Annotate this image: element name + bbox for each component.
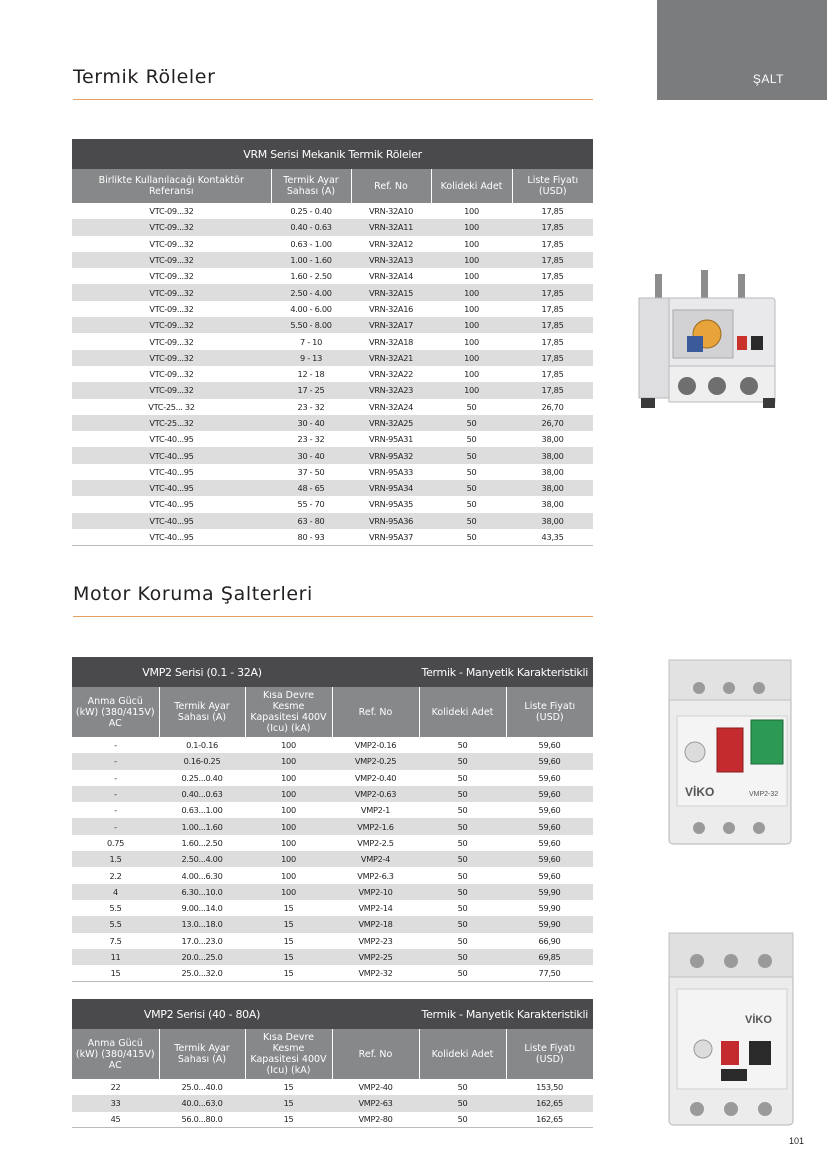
table-cell: 15 — [283, 935, 294, 946]
table-row — [72, 1095, 593, 1111]
table-cell: 2.2 — [109, 870, 122, 881]
table-cell: 50 — [457, 1082, 468, 1093]
table-cell: 15 — [72, 965, 159, 981]
column-header: Ref. No — [351, 169, 431, 203]
table-cell: 15 — [245, 965, 332, 981]
table-cell: 50 — [431, 415, 512, 431]
table-cell: 50 — [466, 401, 477, 412]
column-header: Anma Gücü (kW) (380/415V) AC — [72, 687, 159, 737]
table-cell: 25.0...32.0 — [159, 965, 245, 981]
table-cell: - — [72, 786, 159, 802]
table-row — [72, 737, 593, 753]
table-row — [72, 268, 593, 284]
table-row — [72, 949, 593, 965]
table-cell: 162,65 — [506, 1112, 593, 1128]
table-cell: VRN-95A36 — [351, 513, 431, 529]
table-cell: VRN-32A17 — [351, 317, 431, 333]
table-cell: 100 — [431, 317, 512, 333]
table-cell: 100 — [431, 252, 512, 268]
table-cell: 15 — [245, 949, 332, 965]
table-cell: VMP2-32 — [332, 965, 419, 981]
column-header: Liste Fiyatı (USD) — [506, 687, 593, 737]
table-row — [72, 513, 593, 529]
table-cell: 50 — [466, 466, 477, 477]
table-cell: 5.5 — [72, 916, 159, 932]
table-cell: 17,85 — [541, 336, 564, 347]
section-tab — [657, 0, 827, 100]
table-cell: 59,60 — [538, 772, 561, 783]
table-cell: 2.50 - 4.00 — [271, 284, 351, 300]
table-cell: VMP2-6.3 — [357, 870, 394, 881]
table-cell: 50 — [457, 870, 468, 881]
table-row — [72, 1112, 593, 1128]
table-cell: 50 — [419, 884, 506, 900]
table-cell: VMP2-14 — [358, 903, 393, 914]
table-cell: 80 - 93 — [271, 529, 351, 545]
table-cell: 1.5 — [72, 851, 159, 867]
table-cell: - — [72, 818, 159, 834]
table-row — [72, 447, 593, 463]
table-cell: 100 — [281, 870, 296, 881]
table-cell: 0.63...1.00 — [181, 805, 223, 816]
table-row — [72, 753, 593, 769]
table-cell: 0.25...0.40 — [181, 772, 223, 783]
table-cell: VTC-09...32 — [149, 271, 194, 282]
table-cell: 30 - 40 — [271, 447, 351, 463]
table-row — [72, 916, 593, 932]
table-cell: 15 — [283, 1082, 294, 1093]
table-cell: 50 — [419, 786, 506, 802]
table-cell: 23 - 32 — [297, 401, 325, 412]
table-cell: VRN-95A37 — [351, 529, 431, 545]
table-cell: 50 — [431, 513, 512, 529]
table-cell: 50 — [431, 480, 512, 496]
table-cell: 17,85 — [512, 219, 593, 235]
table-row — [72, 965, 593, 981]
table-cell: 100 — [245, 818, 332, 834]
table-cell: VTC-09...32 — [72, 252, 271, 268]
section-divider — [73, 616, 593, 617]
table-cell: 153,50 — [536, 1082, 563, 1093]
table-cell: 100 — [281, 837, 296, 848]
table-cell: VTC-40...95 — [149, 499, 194, 510]
table-cell: VTC-09...32 — [149, 238, 194, 249]
table-cell: VMP2-25 — [332, 949, 419, 965]
table-cell: VTC-09...32 — [149, 336, 194, 347]
section-divider — [73, 99, 593, 100]
table-row — [72, 399, 593, 415]
column-header: Termik Ayar Sahası (A) — [159, 1029, 245, 1079]
vmp2-80-image — [667, 931, 797, 1127]
table-row — [72, 236, 593, 252]
brand-logo: VİKO — [685, 785, 715, 799]
table-cell: 50 — [419, 949, 506, 965]
table-cell: 0.40 - 0.63 — [271, 219, 351, 235]
column-header: Liste Fiyatı (USD) — [506, 1029, 593, 1079]
table-cell: 38,00 — [512, 480, 593, 496]
table-cell: 17.0...23.0 — [181, 935, 223, 946]
thermal-relay-table — [72, 139, 593, 546]
table-cell: VRN-32A23 — [351, 382, 431, 398]
table-cell: 59,60 — [538, 837, 561, 848]
table-row — [72, 496, 593, 512]
table-cell: 15 — [245, 1095, 332, 1111]
motor-protection-table-2 — [72, 999, 593, 1128]
table-row — [72, 301, 593, 317]
table-cell: VMP2-40 — [358, 1082, 393, 1093]
table-cell: 66,90 — [538, 935, 561, 946]
motor-protection-table-1 — [72, 657, 593, 982]
table-cell: 100 — [464, 206, 479, 217]
table-cell: VMP2-0.63 — [332, 786, 419, 802]
table-cell: 1.00...1.60 — [159, 818, 245, 834]
table-cell: 17,85 — [512, 382, 593, 398]
table-cell: 6.30...10.0 — [159, 884, 245, 900]
table-cell: VTC-09...32 — [149, 303, 194, 314]
table-cell: 0.75 — [106, 837, 125, 848]
table-cell: 15 — [283, 903, 294, 914]
column-header: Kısa Devre Kesme Kapasitesi 400V (Icu) (kA) — [245, 687, 332, 737]
column-header: Anma Gücü (kW) (380/415V) AC — [72, 1029, 159, 1079]
table-cell: 17,85 — [512, 284, 593, 300]
table-cell: VRN-32A15 — [351, 284, 431, 300]
table-cell: VRN-95A32 — [351, 447, 431, 463]
table-cell: 0.1-0.16 — [186, 740, 218, 751]
table-cell: VMP2-0.16 — [354, 740, 397, 751]
table-cell: VTC-09...32 — [72, 219, 271, 235]
table-row — [72, 884, 593, 900]
table-cell: VRN-32A11 — [351, 219, 431, 235]
table-cell: 63 - 80 — [271, 513, 351, 529]
column-header: Kolideki Adet — [419, 687, 506, 737]
column-header: Termik Ayar Sahası (A) — [159, 687, 245, 737]
table-cell: 162,65 — [506, 1095, 593, 1111]
table-row — [72, 851, 593, 867]
table-cell: VRN-32A21 — [351, 350, 431, 366]
table-cell: 77,50 — [506, 965, 593, 981]
table-row — [72, 333, 593, 349]
table-cell: 4.00...6.30 — [181, 870, 223, 881]
table-cell: 5.5 — [109, 903, 122, 914]
table-cell: VTC-40...95 — [72, 529, 271, 545]
table-cell: VRN-32A13 — [351, 252, 431, 268]
table-cell: VMP2-1.6 — [332, 818, 419, 834]
section-title-motor-protection: Motor Koruma Şalterleri — [73, 583, 313, 605]
table-cell: 17 - 25 — [271, 382, 351, 398]
table-cell: 100 — [245, 753, 332, 769]
table-cell: VMP2-0.40 — [354, 772, 397, 783]
table-cell: 100 — [464, 336, 479, 347]
table-cell: 11 — [72, 949, 159, 965]
table-cell: 30 - 40 — [271, 415, 351, 431]
table-cell: VMP2-1 — [360, 805, 391, 816]
table-cell: VTC-09...32 — [149, 206, 194, 217]
table-cell: 100 — [281, 805, 296, 816]
table-row — [72, 802, 593, 818]
table-cell: 59,60 — [506, 851, 593, 867]
table-cell: 17,85 — [512, 317, 593, 333]
table-cell: - — [114, 805, 117, 816]
table-cell: 100 — [245, 786, 332, 802]
table-cell: VRN-95A33 — [368, 466, 414, 477]
table-cell: VRN-32A10 — [368, 206, 414, 217]
table-cell: 4.00 - 6.00 — [290, 303, 332, 314]
column-header: Termik Ayar Sahası (A) — [271, 169, 351, 203]
table-cell: 50 — [431, 447, 512, 463]
table-cell: 13.0...18.0 — [159, 916, 245, 932]
table-cell: 100 — [464, 369, 479, 380]
table-cell: 25.0...40.0 — [181, 1082, 223, 1093]
table-cell: 43,35 — [512, 529, 593, 545]
table-cell: 100 — [431, 284, 512, 300]
table-cell: VRN-32A14 — [368, 271, 414, 282]
table-cell: 0.63 - 1.00 — [290, 238, 332, 249]
column-header: Kolideki Adet — [431, 169, 512, 203]
table-row — [72, 933, 593, 949]
table-cell: 50 — [457, 740, 468, 751]
table-cell: VMP2-18 — [332, 916, 419, 932]
table-cell: 17,85 — [512, 350, 593, 366]
table-cell: VRN-95A31 — [368, 434, 414, 445]
table-cell: VRN-32A25 — [351, 415, 431, 431]
table-row — [72, 867, 593, 883]
table-cell: 50 — [419, 753, 506, 769]
table-cell: 15 — [245, 1112, 332, 1128]
table-row — [72, 529, 593, 545]
table-cell: - — [114, 772, 117, 783]
table-row — [72, 464, 593, 480]
table-cell: 59,60 — [538, 805, 561, 816]
table-cell: 50 — [431, 529, 512, 545]
table-row — [72, 818, 593, 834]
thermal-relay-image — [633, 266, 783, 416]
table-cell: 45 — [72, 1112, 159, 1128]
table-cell: 17,85 — [512, 252, 593, 268]
table-cell: VRN-32A22 — [368, 369, 414, 380]
table-row — [72, 317, 593, 333]
brand-logo: VİKO — [745, 1014, 772, 1026]
table-cell: 50 — [419, 818, 506, 834]
table-cell: 100 — [431, 350, 512, 366]
table-row — [72, 1079, 593, 1095]
table-cell: VTC-40...95 — [72, 513, 271, 529]
table-row — [72, 770, 593, 786]
table-cell: 50 — [457, 805, 468, 816]
table-cell: VMP2-10 — [332, 884, 419, 900]
table-cell: 100 — [431, 219, 512, 235]
table-cell: VTC-40...95 — [149, 434, 194, 445]
vmp2-32-image — [665, 656, 797, 848]
table-cell: VTC-40...95 — [72, 480, 271, 496]
table-cell: VTC-40...95 — [149, 466, 194, 477]
table-cell: VMP2-4 — [332, 851, 419, 867]
table-cell: 33 — [72, 1095, 159, 1111]
table-cell: 1.60...2.50 — [181, 837, 223, 848]
table-cell: 55 - 70 — [297, 499, 325, 510]
column-header: Ref. No — [332, 687, 419, 737]
table-cell: VMP2-0.25 — [332, 753, 419, 769]
table-cell: 23 - 32 — [297, 434, 325, 445]
table-cell: VTC-40...95 — [72, 447, 271, 463]
table-cell: 1.00 - 1.60 — [271, 252, 351, 268]
table-cell: 26,70 — [512, 415, 593, 431]
table-cell: 17,85 — [541, 369, 564, 380]
table-cell: 50 — [419, 916, 506, 932]
table-cell: 37 - 50 — [297, 466, 325, 477]
table-cell: 5.50 - 8.00 — [271, 317, 351, 333]
table-cell: VRN-32A18 — [368, 336, 414, 347]
table-row — [72, 350, 593, 366]
table-row — [72, 252, 593, 268]
table-row — [72, 415, 593, 431]
table-cell: 12 - 18 — [297, 369, 325, 380]
table-row — [72, 431, 593, 447]
table-characteristic: Termik - Manyetik Karakteristikli — [332, 999, 593, 1029]
table-cell: 17,85 — [541, 238, 564, 249]
table-cell: 100 — [281, 772, 296, 783]
table-cell: 100 — [281, 740, 296, 751]
table-title: VMP2 Serisi (40 - 80A) — [72, 999, 332, 1029]
table-cell: 100 — [464, 238, 479, 249]
table-cell: 2.50...4.00 — [159, 851, 245, 867]
table-cell: 59,90 — [506, 916, 593, 932]
table-cell: 9 - 13 — [271, 350, 351, 366]
table-cell: 50 — [457, 772, 468, 783]
table-cell: 0.40...0.63 — [159, 786, 245, 802]
table-cell: 38,00 — [541, 499, 564, 510]
table-cell: VTC-25... 32 — [148, 401, 195, 412]
table-cell: 40.0...63.0 — [159, 1095, 245, 1111]
table-cell: 56.0...80.0 — [159, 1112, 245, 1128]
table-cell: 59,90 — [506, 884, 593, 900]
table-cell: 17,85 — [541, 303, 564, 314]
table-cell: 100 — [431, 382, 512, 398]
table-cell: VRN-95A35 — [368, 499, 414, 510]
table-cell: 38,00 — [541, 434, 564, 445]
table-row — [72, 900, 593, 916]
table-row — [72, 786, 593, 802]
page-number: 101 — [789, 1136, 805, 1146]
table-row — [72, 284, 593, 300]
table-cell: 59,60 — [506, 818, 593, 834]
table-cell: VTC-09...32 — [149, 369, 194, 380]
table-cell: 59,90 — [538, 903, 561, 914]
table-cell: 59,60 — [506, 786, 593, 802]
table-cell: 0.25 - 0.40 — [290, 206, 332, 217]
table-cell: 100 — [464, 303, 479, 314]
table-cell: 50 — [419, 1095, 506, 1111]
table-cell: 50 — [419, 1112, 506, 1128]
table-cell: - — [72, 753, 159, 769]
table-cell: 15 — [245, 916, 332, 932]
table-cell: 0.16-0.25 — [159, 753, 245, 769]
table-cell: 50 — [466, 434, 477, 445]
table-characteristic: Termik - Manyetik Karakteristikli — [332, 657, 593, 687]
column-header: Birlikte Kullanılacağı Kontaktör Referansı — [72, 169, 271, 203]
table-cell: 7 - 10 — [300, 336, 322, 347]
table-row — [72, 203, 593, 219]
table-cell: 50 — [466, 499, 477, 510]
table-cell: 1.60 - 2.50 — [290, 271, 332, 282]
table-cell: 100 — [245, 884, 332, 900]
table-cell: 17,85 — [541, 206, 564, 217]
table-cell: 50 — [457, 935, 468, 946]
table-cell: VMP2-23 — [358, 935, 393, 946]
table-cell: VRN-32A24 — [368, 401, 414, 412]
table-cell: 20.0...25.0 — [159, 949, 245, 965]
column-header: Kolideki Adet — [419, 1029, 506, 1079]
table-cell: 59,60 — [506, 753, 593, 769]
table-cell: 50 — [457, 837, 468, 848]
table-cell: 9.00...14.0 — [181, 903, 223, 914]
table-cell: VMP2-2.5 — [357, 837, 394, 848]
table-row — [72, 219, 593, 235]
table-row — [72, 382, 593, 398]
table-cell: VTC-09...32 — [72, 317, 271, 333]
table-cell: 38,00 — [512, 513, 593, 529]
table-cell: 22 — [110, 1082, 121, 1093]
table-cell: VMP2-80 — [332, 1112, 419, 1128]
section-tab-label: ŞALT — [752, 72, 784, 86]
table-cell: 48 - 65 — [271, 480, 351, 496]
table-row — [72, 480, 593, 496]
table-cell: 59,60 — [538, 870, 561, 881]
table-cell: 4 — [72, 884, 159, 900]
table-cell: 100 — [245, 851, 332, 867]
table-cell: VMP2-63 — [332, 1095, 419, 1111]
table-cell: 50 — [419, 851, 506, 867]
table-cell: VTC-25...32 — [72, 415, 271, 431]
table-cell: VRN-32A12 — [368, 238, 414, 249]
section-title-thermal-relays: Termik Röleler — [73, 66, 216, 88]
table-cell: 17,85 — [541, 271, 564, 282]
table-cell: 50 — [419, 965, 506, 981]
column-header: Liste Fiyatı (USD) — [512, 169, 593, 203]
model-label: VMP2-32 — [749, 791, 779, 798]
column-header: Ref. No — [332, 1029, 419, 1079]
table-cell: 50 — [457, 903, 468, 914]
table-row — [72, 835, 593, 851]
table-row — [72, 366, 593, 382]
table-cell: VTC-09...32 — [72, 350, 271, 366]
table-cell: 100 — [464, 271, 479, 282]
table-cell: 59,60 — [538, 740, 561, 751]
table-cell: 7.5 — [109, 935, 122, 946]
table-title: VRM Serisi Mekanik Termik Röleler — [72, 139, 593, 169]
table-title: VMP2 Serisi (0.1 - 32A) — [72, 657, 332, 687]
table-cell: 38,00 — [512, 447, 593, 463]
table-cell: VTC-09...32 — [72, 382, 271, 398]
table-cell: 38,00 — [541, 466, 564, 477]
table-cell: VTC-09...32 — [72, 284, 271, 300]
table-cell: 26,70 — [541, 401, 564, 412]
table-cell: VRN-95A34 — [351, 480, 431, 496]
table-cell: VRN-32A16 — [368, 303, 414, 314]
table-cell: 69,85 — [506, 949, 593, 965]
column-header: Kısa Devre Kesme Kapasitesi 400V (Icu) (kA) — [245, 1029, 332, 1079]
table-cell: - — [114, 740, 117, 751]
